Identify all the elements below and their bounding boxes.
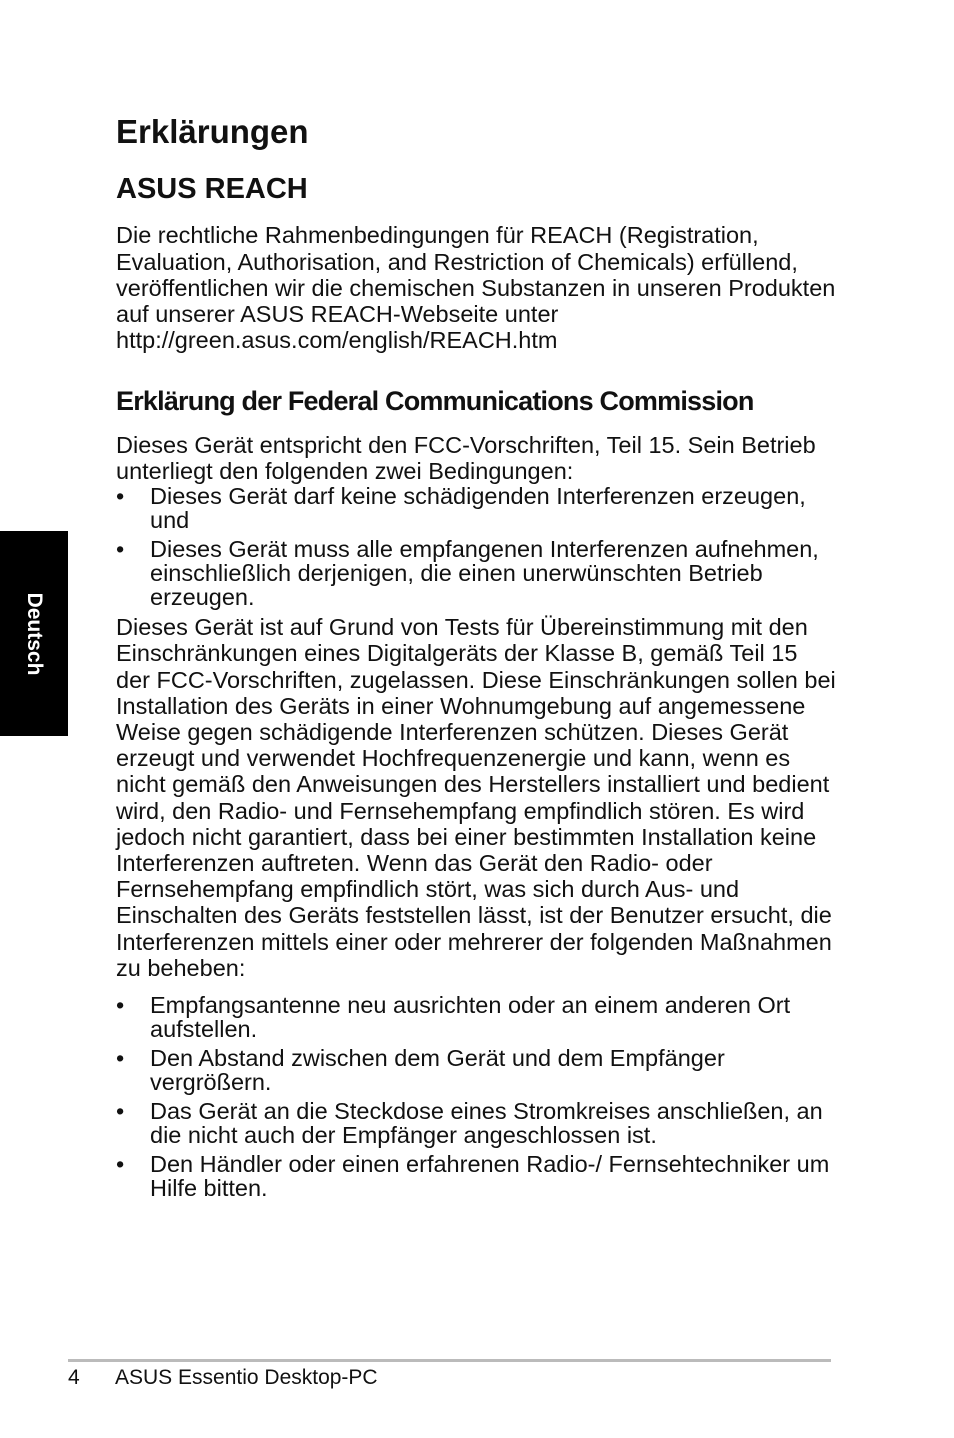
footer-divider — [68, 1359, 831, 1362]
list-item: • Das Gerät an die Steckdose eines Stromkreises anschließen, an die nicht auch der Empfänger angeschlossen ist. — [116, 1098, 823, 1149]
footer-title: ASUS Essentio Desktop-PC — [115, 1366, 378, 1389]
bullet-icon: • — [116, 992, 125, 1019]
language-tab — [0, 531, 68, 736]
list-item: • Den Abstand zwischen dem Gerät und dem Empfänger vergrößern. — [116, 1045, 725, 1096]
reach-body: Die rechtliche Rahmenbedingungen für REACH (Registration, Evaluation, Authorisation, and Restriction of Chemicals) erfüllend, veröffentlichen wir die chemischen Substanzen in unseren Produkten auf unserer ASUS REACH-Webseite unter http://green.asus.com/english/REACH.htm — [116, 222, 836, 354]
fcc-measures-list — [116, 993, 836, 1200]
bullet-icon: • — [116, 1045, 125, 1072]
list-item: • Den Händler oder einen erfahrenen Radio-/ Fernsehtechniker um Hilfe bitten. — [116, 1151, 830, 1202]
page-title: Erklärungen — [116, 113, 309, 150]
fcc-heading: Erklärung der Federal Communications Commission — [116, 386, 754, 417]
page-content — [116, 112, 836, 1205]
list-item: • Empfangsantenne neu ausrichten oder an einem anderen Ort aufstellen. — [116, 992, 791, 1043]
bullet-icon: • — [116, 1151, 125, 1178]
language-tab-label: Deutsch — [23, 592, 46, 675]
fcc-body: Dieses Gerät ist auf Grund von Tests für Übereinstimmung mit den Einschränkungen eines Digitalgeräts der Klasse B, gemäß Teil 15 der FCC-Vorschriften, zugelassen. Diese Einschränkungen sollen bei Installation des Geräts in einer Wohnumgebung auf angemessene Weise gegen schädigende Interferenzen schützen. Dieses Gerät erzeugt und verwendet Hochfrequenzenergie und kann, wenn es nicht gemäß den Anweisungen des Herstellers installiert und bedient wird, den Radio- und Fernsehempfang empfindlich stören. Es wird jedoch nicht garantiert, dass bei einer bestimmten Installation keine Interferenzen auftreten. Wenn das Gerät den Radio- oder Fernsehempfang empfindlich stört, was sich durch Aus- und Einschalten des Geräts feststellen lässt, ist der Benutzer ersucht, die Interferenzen mittels einer oder mehrerer der folgenden Maßnahmen zu beheben: — [116, 614, 836, 981]
bullet-icon: • — [116, 1098, 125, 1125]
reach-heading: ASUS REACH — [116, 172, 308, 205]
page-number: 4 — [68, 1366, 80, 1389]
fcc-intro: Dieses Gerät entspricht den FCC-Vorschriften, Teil 15. Sein Betrieb unterliegt den folgenden zwei Bedingungen: — [116, 431, 816, 484]
fcc-conditions-list — [116, 484, 836, 609]
bullet-icon: • — [116, 536, 125, 563]
page-footer — [68, 1366, 378, 1390]
bullet-icon: • — [116, 483, 125, 510]
list-item: • Dieses Gerät muss alle empfangenen Interferenzen aufnehmen, einschließlich derjenigen, die einen unerwünschten Betrieb erzeugen. — [116, 536, 819, 611]
list-item: • Dieses Gerät darf keine schädigenden Interferenzen erzeugen, und — [116, 483, 806, 534]
